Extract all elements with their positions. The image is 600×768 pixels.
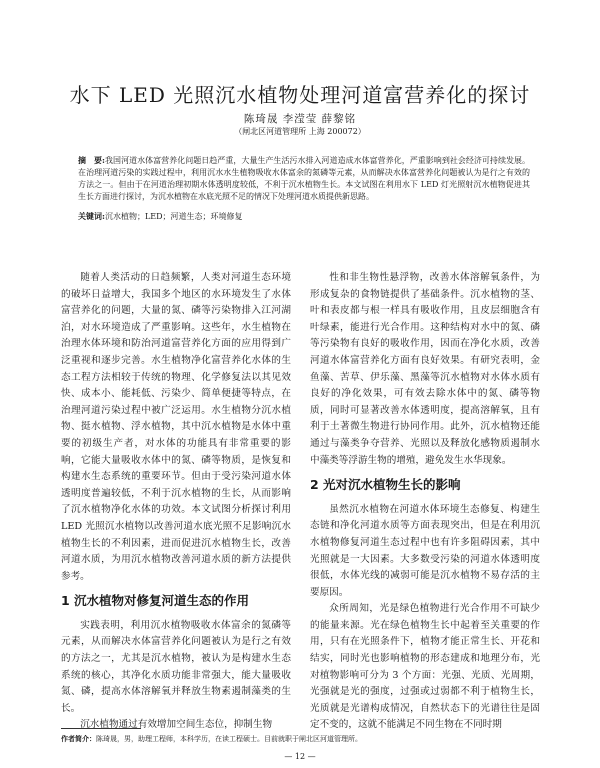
abstract-label: 摘 要: <box>78 155 106 165</box>
left-column <box>61 270 291 734</box>
authors: 陈琦晟 李滢莹 薛黎铭 <box>243 113 357 125</box>
affiliation: （闸北区河道管理所 上海 200072） <box>234 127 366 136</box>
abstract <box>78 154 530 203</box>
section-heading-1: 1 沉水植物对修复河道生态的作用 <box>61 593 250 609</box>
keywords <box>78 210 530 223</box>
body-paragraph: 沉水植物通过有效增加空间生态位，抑制生物 <box>80 719 273 731</box>
author-footnote <box>61 734 541 744</box>
body-paragraph: 众所周知，光是绿色植物进行光合作用不可缺少的能量来源。光在绿色植物生长中起着至关重要的作用，只有在光照条件下，植物才能正常生长、开花和结实，同时光也影响植物的形态建成和地理分布，光对植物影响可分为 3 个方面：光强、光质、光周期，光强就是光的强度，过强或过弱都不利于植物生长，光质就是光谱构成情况，自然状态下的光谱往往是固定不变的，这就不能满足不同生物在不同时期 <box>310 603 540 731</box>
body-paragraph: 性和非生物性悬浮物，改善水体溶解氧条件，为形成复杂的食物链提供了基础条件。沉水植物的茎、叶和表皮都与根一样具有吸收作用，且皮层细胞含有叶绿素，能进行光合作用。这种结构对水中的氮、磷等污染物有良好的吸收作用，因而在净化水质，改善河道水体富营养化方面有良好效果。有研究表明，金鱼藻、苦草、伊乐藻、黑藻等沉水植物对水体水质有良好的净化效果，可有效去除水体中的氮、磷等物质，同时可显著改善水体透明度，提高溶解氧，且有利于土著微生物进行协同作用。此外，沉水植物还能通过与藻类争夺营养、光照以及释放化感物质遏制水中藻类等浮游生物的增殖，避免发生水华现象。 <box>310 272 540 466</box>
keywords-text: 沉水植物；LED；河道生态；环境修复 <box>104 212 243 221</box>
body-paragraph: 实践表明，利用沉水植物吸收水体富余的氮磷等元素，从而解决水体富营养化问题被认为是行之有效的方法之一，尤其是沉水植物，被认为是构建水生态系统的核心，其净化水质功能非常强大，能大量吸收氮、磷，提高水体溶解氧并释放生物素遏制藻类的生长。 <box>61 619 291 714</box>
section-heading-2: 2 光对沉水植物生长的影响 <box>310 477 461 493</box>
body-paragraph: 虽然沉水植物在河道水体环境生态修复、构建生态链和净化河道水质等方面表现突出，但是在利用沉水植物修复河道生态过程中也有许多阻碍因素，其中光照就是一大因素。大多数受污染的河道水体透明度很低，水体光线的减弱可能是沉水植物不易存活的主要原因。 <box>310 503 540 598</box>
footnote-label: 作者简介： <box>61 734 96 743</box>
abstract-text: 我国河道水体富营养化问题日趋严重，大量生产生活污水排入河道造成水体富营养化，严重影响到社会经济可持续发展。在治理河道污染的实践过程中，利用沉水水生植物吸收水体富余的氮磷等元素，从而解决水体富营养化问题被认为是行之有效的方法之一。但由于在河道治理初期水体透明度较低，不利于沉水植物生长。本文试图在利用水下 LED 灯光照射沉水植物促进其生长方面进行探讨，为沉水植物在水底光照不足的情况下处理河道水质提供新思路。 <box>78 156 531 201</box>
body-paragraph: 随着人类活动的日趋频繁，人类对河道生态环境的破坏日益增大，我国多个地区的水环境发生了水体富营养化的问题，大量的氮、磷等污染物排入江河湖泊，对水环境造成了严重影响。这些年，水生植物在治理水体环境和防治河道富营养化方面的应用得到广泛重视和逐步完善。水生植物净化富营养化水体的生态工程方法相较于传统的物理、化学修复法以其见效快、成本小、能耗低、污染少、简单便捷等特点，在治理河道污染过程中被广泛运用。水生植物分沉水植物、挺水植物、浮水植物，其中沉水植物是水体中重要的初级生产者，对水体的功能具有非常重要的影响，它能大量吸收水体中的氮、磷等物质，是恢复和构建水生态系统的重要环节。但由于受污染河道水体透明度普遍较低，不利于沉水植物的生长，从而影响了沉水植物净化水体的功效。本文试图分析探讨利用 LED 光照沉水植物以改善河道水底光照不足影响沉水植物生长的不利因素，进而促进沉水植物生长，改善河道水质，为用沉水植物改善河道水质的新方法提供参考。 <box>61 272 291 582</box>
footnote-divider <box>61 728 141 729</box>
paper-title: 水下 LED 光照沉水植物处理河道富营养化的探讨 <box>69 83 531 108</box>
right-column <box>310 270 540 734</box>
footnote-text: 陈琦晟，男，助理工程师，本科学历，在读工程硕士。目前就职于闸北区河道管理所。 <box>96 735 362 743</box>
page-number: — 12 — <box>284 752 316 761</box>
keywords-label: 关键词: <box>78 211 105 221</box>
